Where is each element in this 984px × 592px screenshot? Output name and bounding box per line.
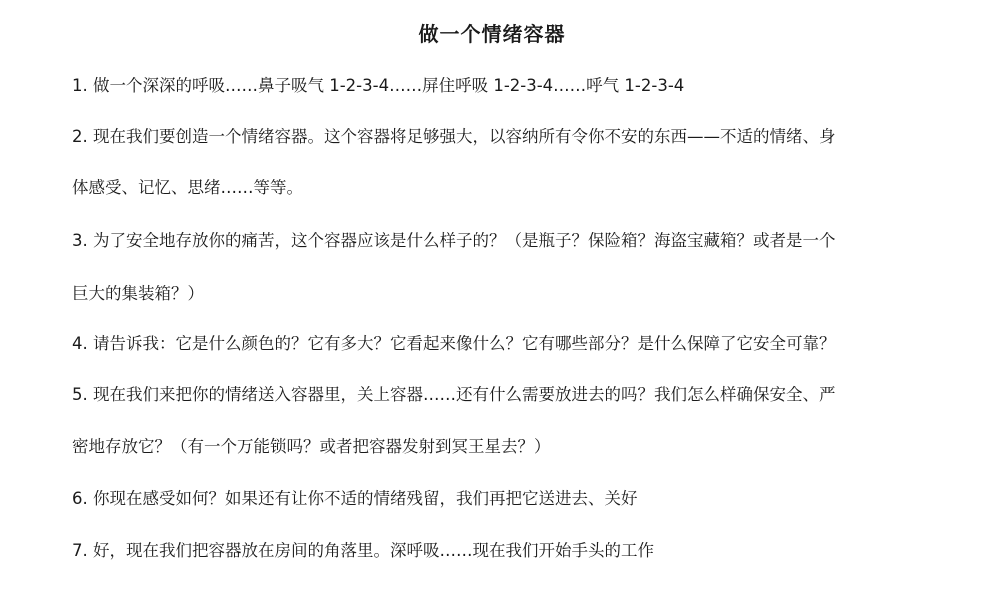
step-7-line: 7. 好，现在我们把容器放在房间的角落里。深呼吸……现在我们开始手头的工作 bbox=[72, 541, 654, 560]
step-3-line-1: 3. 为了安全地存放你的痛苦，这个容器应该是什么样子的？（是瓶子？保险箱？海盗宝藏箱？或者是一个 bbox=[72, 231, 836, 250]
step-2-line-2: 体感受、记忆、思绪……等等。 bbox=[72, 178, 303, 197]
step-1-line: 1. 做一个深深的呼吸……鼻子吸气 1-2-3-4……屏住呼吸 1-2-3-4……呼气 1-2-3-4 bbox=[72, 76, 685, 95]
step-3-line-2: 巨大的集装箱？） bbox=[72, 284, 204, 303]
document-title: 做一个情绪容器 bbox=[418, 22, 566, 46]
step-5-line-2: 密地存放它？（有一个万能锁吗？或者把容器发射到冥王星去？） bbox=[72, 437, 551, 456]
step-6-line: 6. 你现在感受如何？如果还有让你不适的情绪残留，我们再把它送进去、关好 bbox=[72, 489, 638, 508]
step-2-line-1: 2. 现在我们要创造一个情绪容器。这个容器将足够强大，以容纳所有令你不安的东西——不适的情绪、身 bbox=[72, 127, 836, 146]
step-5-line-1: 5. 现在我们来把你的情绪送入容器里，关上容器……还有什么需要放进去的吗？我们怎么样确保安全、严 bbox=[72, 385, 836, 404]
step-4-line: 4. 请告诉我：它是什么颜色的？它有多大？它看起来像什么？它有哪些部分？是什么保障了它安全可靠？ bbox=[72, 334, 836, 353]
